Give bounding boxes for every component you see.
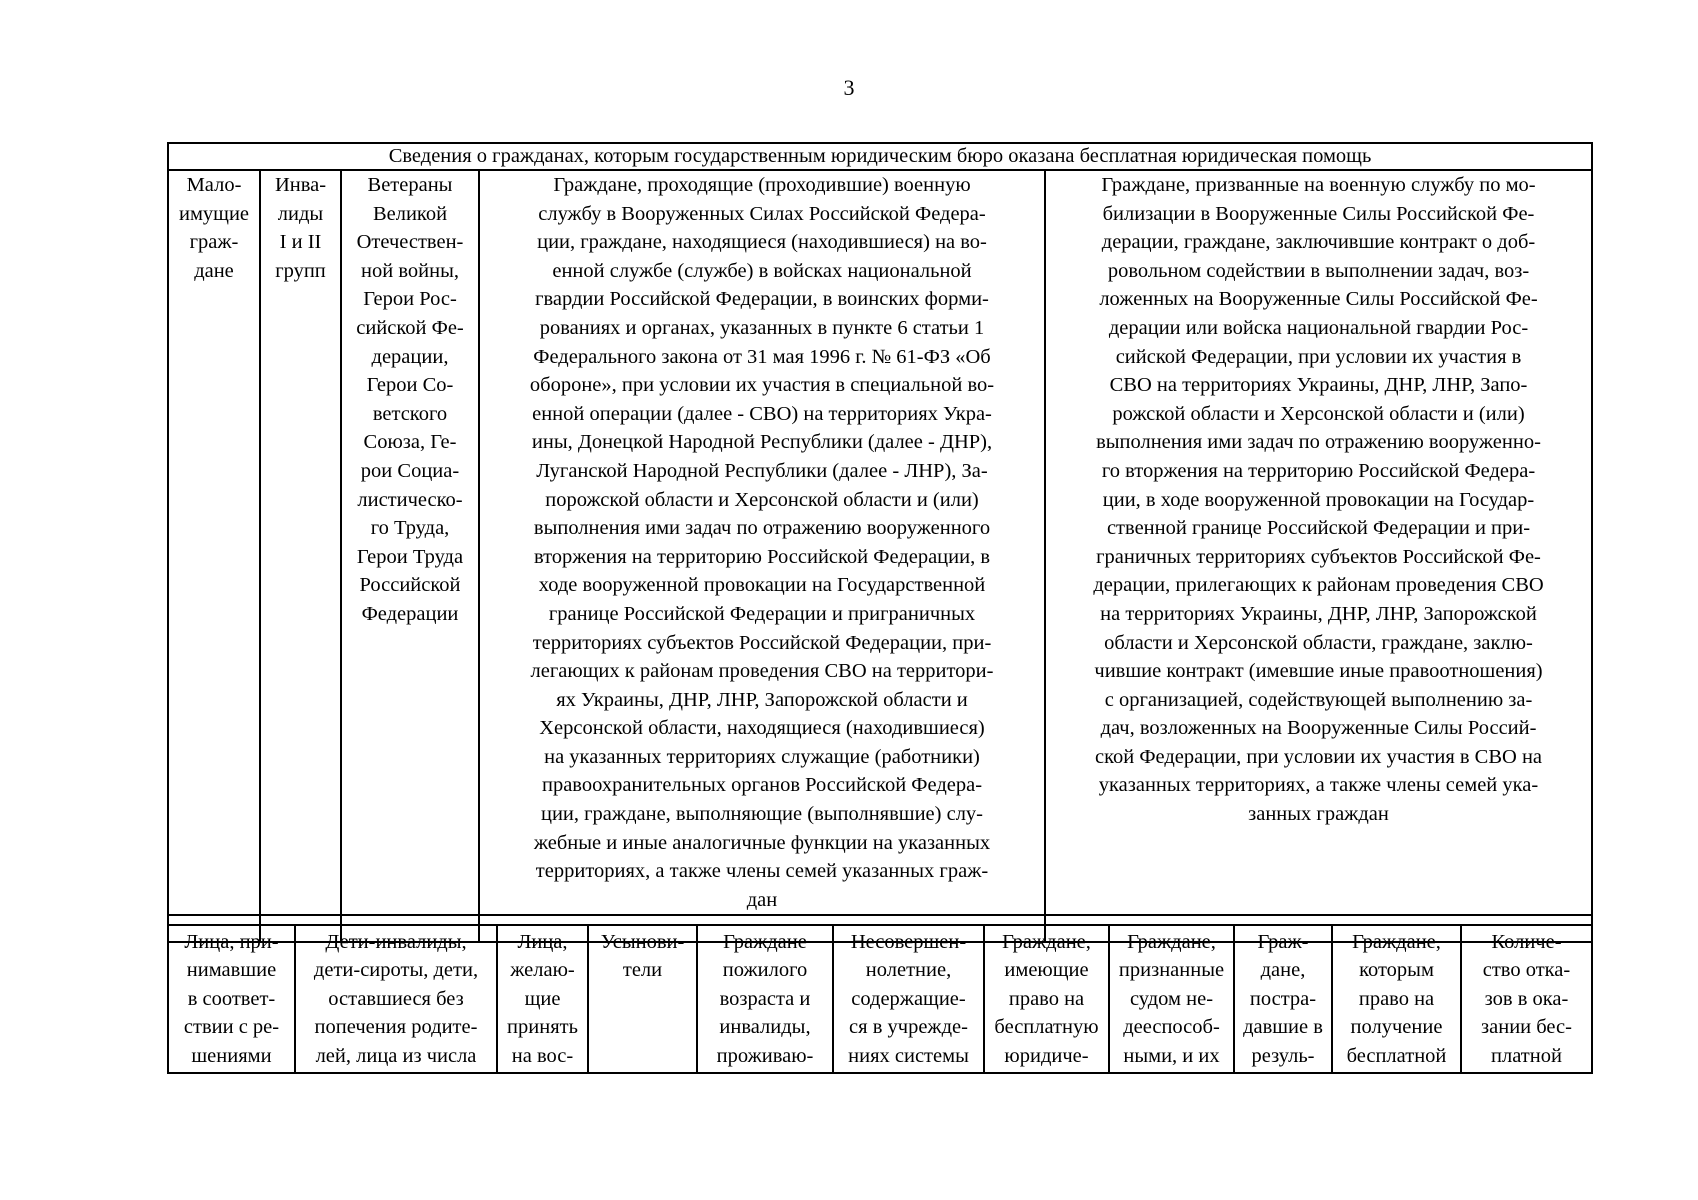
cell-text-line: платной [1491, 1044, 1562, 1067]
cell-text-line: Граждане, [1352, 931, 1441, 953]
cell-text-line: ях Украины, ДНР, ЛНР, Запорожской области и [556, 688, 968, 711]
cell-text-line: дане [194, 259, 234, 282]
cell-text-line: выполнения ими задач по отражению вооруженного [533, 517, 991, 540]
cell-text-line: пожилого [722, 959, 808, 982]
cell-text-line: ции, граждане, находящиеся (находившиеся) на во- [537, 231, 987, 254]
cell-text-line: выполнения ими задач по отражению вооруженно- [1096, 431, 1541, 454]
cell-text-line: получение [1350, 1016, 1443, 1039]
cell-text-line: ходе вооруженной провокации на Государственной [538, 574, 986, 597]
cell-text-line: чившие контракт (имевшие иные правоотношения) [1094, 660, 1543, 683]
cell-text-line: дерации, граждане, заключившие контракт о доб- [1101, 231, 1536, 254]
cell-text-line: постра- [1249, 987, 1317, 1010]
cell-text-line: оставшиеся без [328, 987, 464, 1010]
cell-text-line: ции, граждане, выполняющие (выполнявшие) слу- [540, 803, 983, 826]
cell-text-line: ской Федерации, при условии их участия в СВО на [1094, 745, 1543, 768]
column-veterans [341, 170, 479, 915]
cell-text-line: вторжения на территорию Российской Федерации, в [533, 545, 991, 568]
cell-text-line: желаю- [510, 959, 575, 982]
cell-text-line: ство отка- [1482, 959, 1571, 982]
column-refusals [1461, 925, 1592, 1073]
cell-text-line: щие [524, 987, 561, 1010]
cell-text-line: Херсонской области, находящиеся (находившиеся) [539, 717, 985, 740]
cell-text-line: Герои Рос- [363, 288, 457, 311]
cell-text-line: Федерального закона от 31 мая 1996 г. № 61-ФЗ «Об [533, 345, 991, 368]
page-number: 3 [843, 75, 855, 100]
cell-text-line: дане, [1260, 959, 1306, 982]
cell-text-line: занных граждан [1248, 803, 1389, 826]
cell-text-line: сийской Федерации, при условии их участия в [1115, 345, 1522, 368]
column-adopters [588, 925, 697, 1073]
cell-text-line: Граждане, [1002, 931, 1091, 953]
column-military-service [479, 170, 1045, 915]
cell-text-line: территориях субъектов Российской Федерации, при- [532, 631, 992, 654]
cell-text-line: граж- [189, 231, 239, 254]
cell-text-line: дееспособ- [1123, 1016, 1220, 1039]
cell-text-line: шениями [191, 1044, 272, 1067]
cell-text-line: лиды [277, 202, 324, 225]
cell-text-line: нолетние, [865, 959, 952, 982]
cell-text-line: которым [1359, 959, 1434, 982]
cell-text-line: ными, и их [1123, 1044, 1220, 1067]
cell-text-line: ции, в ходе вооруженной провокации на Государ- [1102, 488, 1535, 511]
column-minors [833, 925, 984, 1073]
cell-text-line: в соответ- [187, 987, 276, 1010]
cell-text-line: правоохранительных органов Российской Федера- [541, 774, 983, 797]
column-incapacitated [1109, 925, 1234, 1073]
cell-text-line: сийской Фе- [356, 316, 464, 339]
cell-text-line: возраста и [719, 987, 811, 1010]
cell-text-line: границе Российской Федерации и приграничных [548, 602, 976, 625]
cell-text-line: имеющие [1004, 959, 1089, 982]
cell-text-line: содержащие- [851, 987, 966, 1010]
cell-text-line: билизации в Вооруженные Силы Российской Фе- [1102, 202, 1535, 225]
cell-text-line: зании бес- [1481, 1016, 1572, 1039]
cell-text-line: Федерации [361, 602, 459, 625]
cell-text-line: го Труда, [370, 517, 450, 540]
cell-text-line: имущие [178, 202, 250, 225]
cell-text-line: граничных территориях субъектов Российской Фе- [1096, 545, 1541, 568]
cell-text-line: Граждане, [1127, 931, 1216, 953]
cell-text-line: Отечествен- [356, 231, 464, 254]
cell-text-line: дерации, [371, 345, 449, 368]
cell-text-line: признанные [1118, 959, 1225, 982]
cell-text-line: ся в учрежде- [849, 1016, 968, 1039]
cell-text-line: на вос- [511, 1044, 574, 1067]
cell-text-line: обороне», при условии их участия в специальной во- [529, 374, 995, 397]
cell-text-line: рожской области и Херсонской области и (или) [1112, 402, 1525, 425]
cell-text-line: ины, Донецкой Народной Республики (далее - ДНР), [531, 431, 993, 454]
cell-text-line: бесплатной [1346, 1044, 1447, 1067]
cell-text-line: I и II [279, 231, 322, 254]
cell-text-line: лей, лица из числа [315, 1044, 477, 1067]
cell-text-line: групп [275, 259, 326, 282]
cell-text-line: службу в Вооруженных Силах Российской Федера- [538, 202, 986, 225]
cell-text-line: рованиях и органах, указанных в пункте 6 статьи 1 [539, 316, 985, 339]
cell-text-line: Инва- [274, 174, 327, 196]
cell-text-line: Великой [372, 202, 448, 225]
cell-text-line: зов в ока- [1484, 987, 1569, 1010]
cell-text-line: порожской области и Херсонской области и (или) [545, 488, 979, 511]
cell-text-line: Граждане, призванные на военную службу по мо- [1101, 174, 1536, 196]
cell-text-line: резуль- [1251, 1044, 1315, 1067]
cell-text-line: Дети-инвалиды, [325, 931, 467, 953]
cell-text-line: инвалиды, [719, 1016, 811, 1039]
cell-text-line: листическо- [357, 488, 463, 511]
cell-text-line: Граждане, проходящие (проходившие) военную [553, 174, 971, 196]
column-elderly [697, 925, 833, 1073]
column-orphans [295, 925, 497, 1073]
cell-text-line: ровольном содействии в выполнении задач, воз- [1107, 259, 1530, 282]
cell-text-line: территориях, а также члены семей указанных граж- [535, 860, 989, 883]
cell-text-line: проживаю- [716, 1044, 814, 1067]
cell-text-line: ветского [372, 402, 448, 425]
cell-text-line: Несовершен- [850, 931, 967, 953]
column-entitled [1332, 925, 1461, 1073]
cell-text-line: тели [622, 959, 663, 982]
cell-text-line: Ветераны [367, 174, 453, 196]
cell-text-line: Мало- [186, 174, 242, 196]
cell-text-line: ственной границе Российской Федерации и при- [1106, 517, 1531, 540]
cell-text-line: Граж- [1257, 931, 1309, 953]
cell-text-line: Герои Со- [366, 374, 454, 397]
cell-text-line: попечения родите- [314, 1016, 478, 1039]
cell-text-line: дети-сироты, дети, [313, 959, 479, 982]
cell-text-line: давшие в [1243, 1016, 1323, 1039]
cell-text-line: Граждане [723, 931, 807, 953]
cell-text-line: Союза, Ге- [363, 431, 457, 454]
cell-text-line: Луганской Народной Республики (далее - ЛНР), За- [536, 459, 988, 482]
column-victims [1234, 925, 1332, 1073]
cell-text-line: ниях системы [848, 1044, 969, 1067]
cell-text-line: гвардии Российской Федерации, в воинских форми- [535, 288, 989, 311]
cell-text-line: ложенных на Вооруженные Силы Российской Фе- [1099, 288, 1538, 311]
cell-text-line: рои Социа- [360, 459, 460, 482]
cell-text-line: СВО на территориях Украины, ДНР, ЛНР, Запо- [1109, 374, 1528, 397]
cell-text-line: Лица, при- [184, 931, 279, 953]
column-mobilized [1045, 170, 1592, 915]
cell-text-line: жебные и иные аналогичные функции на указанных [533, 831, 991, 854]
cell-text-line: Лица, [517, 931, 568, 953]
cell-text-line: право на [1008, 987, 1085, 1010]
cell-text-line: дерации или войска национальной гвардии Рос- [1108, 316, 1529, 339]
column-court-decision [168, 925, 295, 1073]
cell-text-line: дач, возложенных на Вооруженные Силы Россий- [1100, 717, 1537, 740]
column-legal-aid-right [984, 925, 1109, 1073]
cell-text-line: нимавшие [186, 959, 277, 982]
column-disabled [260, 170, 341, 915]
table-header: Сведения о гражданах, которым государственным юридическим бюро оказана бесплатная юридическая помощь [168, 143, 1592, 170]
cell-text-line: Российской [359, 574, 461, 597]
cell-text-line: судом не- [1129, 987, 1214, 1010]
column-adoption [497, 925, 588, 1073]
cell-text-line: ной войны, [361, 259, 459, 282]
cell-text-line: указанных территориях, а также члены семей ука- [1098, 774, 1539, 797]
cell-text-line: дерации, прилегающих к районам проведения СВО [1093, 574, 1544, 597]
cell-text-line: енной службе (службе) в войсках национальной [552, 259, 972, 282]
cell-text-line: с организацией, содействующей выполнению за- [1104, 688, 1533, 711]
cell-text-line: Количе- [1491, 931, 1562, 953]
cell-text-line: на указанных территориях служащие (работники) [544, 745, 980, 768]
cell-text-line: области и Херсонской области, граждане, заклю- [1104, 631, 1533, 654]
cell-text-line: Герои Труда [356, 545, 464, 568]
cell-text-line: бесплатную [994, 1016, 1099, 1039]
column-low-income [168, 170, 260, 915]
cell-text-line: енной операции (далее - СВО) на территориях Укра- [532, 402, 992, 425]
cell-text-line: дан [746, 888, 778, 911]
cell-text-line: принять [507, 1016, 578, 1039]
cell-text-line: ствии с ре- [183, 1016, 280, 1039]
cell-text-line: легающих к районам проведения СВО на территори- [530, 660, 994, 683]
cell-text-line: право на [1358, 987, 1435, 1010]
cell-text-line: го вторжения на территорию Российской Федера- [1101, 459, 1536, 482]
cell-text-line: юридиче- [1004, 1044, 1089, 1067]
citizens-table-bottom [167, 924, 1593, 1074]
cell-text-line: Усынови- [600, 931, 685, 953]
cell-text-line: на территориях Украины, ДНР, ЛНР, Запорожской [1100, 602, 1537, 625]
citizens-table-top [167, 142, 1593, 943]
